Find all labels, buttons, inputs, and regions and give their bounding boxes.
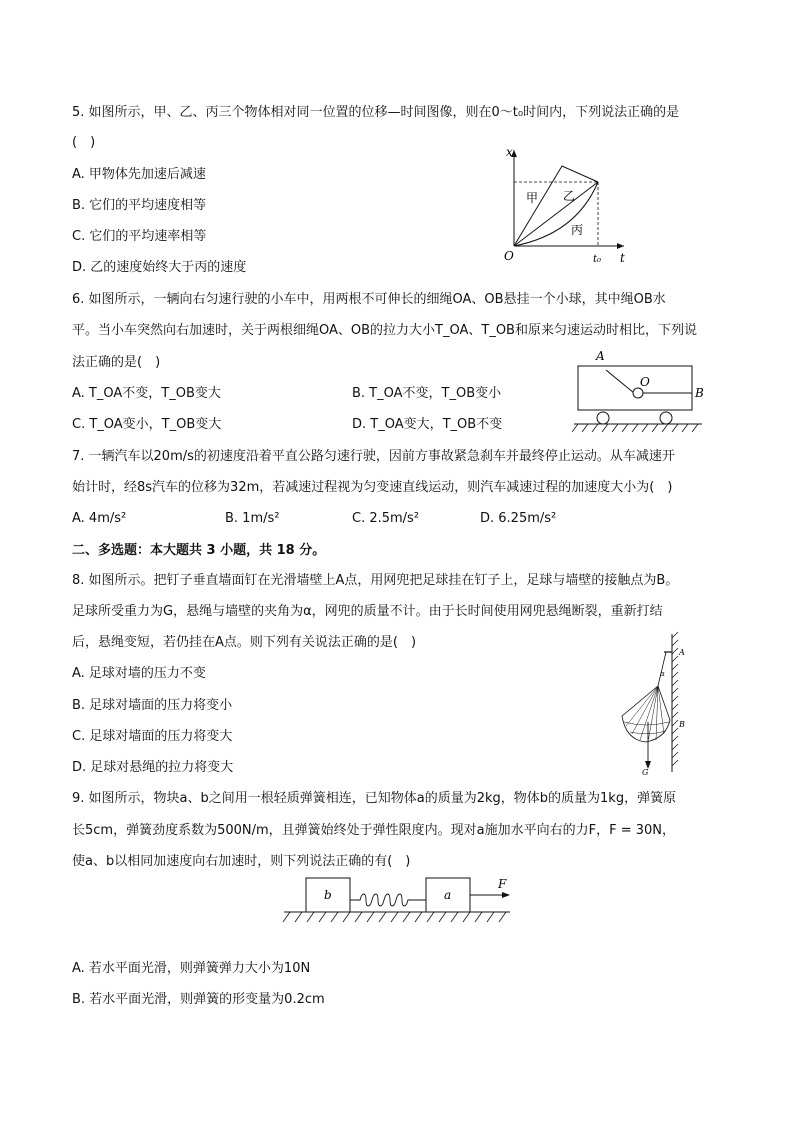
q5-xt-graph [496,142,632,268]
q9-option-a: A. 若水平面光滑，则弹簧弹力大小为10N [72,961,311,976]
q7-stem-line1: 7. 一辆汽车以20m/s的初速度沿着平直公路匀速行驶，因前方事故紧急刹车并最终停止运动。从车减速开 [72,449,675,464]
q8-label-b: B [679,720,685,729]
q7-option-d: D. 6.25m/s² [480,511,557,526]
q5-option-b: B. 它们的平均速度相等 [72,198,207,213]
q7-stem-line2: 始计时，经8s汽车的位移为32m，若减速过程视为匀变速直线运动，则汽车减速过程的加速度大小为( ) [72,480,673,495]
q8-stem-line1: 8. 如图所示。把钉子垂直墙面钉在光滑墙壁上A点，用网兜把足球挂在钉子上，足球与墙壁的接触点为B。 [72,573,679,588]
q9-stem-line1: 9. 如图所示，物块a、b之间用一根轻质弹簧相连，已知物体a的质量为2kg，物体b的质量为1kg，弹簧原 [72,791,677,806]
q9-spring [350,894,426,906]
q8-label-g: G [642,768,649,776]
q8-stem-line2: 足球所受重力为G，悬绳与墙壁的夹角为α，网兜的质量不计。由于长时间使用网兜悬绳断裂，重新打结 [72,604,663,619]
q5-stem-line1: 5. 如图所示，甲、乙、丙三个物体相对同一位置的位移—时间图像，则在0～t₀时间内，下列说法正确的是 [72,105,680,120]
q9-option-b: B. 若水平面光滑，则弹簧的形变量为0.2cm [72,992,325,1007]
q5-label-bing: 丙 [571,223,584,237]
q7-option-b: B. 1m/s² [225,511,280,526]
q9-label-a: a [444,888,452,902]
q8-option-a: A. 足球对墙的压力不变 [72,666,206,681]
q5-stem-line2: ( ) [72,135,96,150]
q8-label-a: A [679,648,685,657]
q8-option-c: C. 足球对墙面的压力将变大 [72,729,233,744]
q9-label-b: b [324,888,332,902]
q6-label-o: O [640,375,650,389]
q8-football-wall-diagram [612,630,696,776]
q6-option-a: A. T_OA不变，T_OB变大 [72,386,221,401]
q9-label-f: F [498,877,507,891]
q7-option-a: A. 4m/s² [72,511,127,526]
q5-t0-label: t₀ [593,254,602,265]
q9-stem-line2: 长5cm，弹簧劲度系数为500N/m，且弹簧始终处于弹性限度内。现对a施加水平向右的力F，F = 30N， [72,823,676,838]
q6-stem-line2: 平。当小车突然向右加速时，关于两根细绳OA、OB的拉力大小T_OA、T_OB和原来匀速运动时相比，下列说 [72,323,697,338]
q5-t-axis-label: t [620,251,625,265]
q6-label-a: A [596,349,605,363]
q5-option-d: D. 乙的速度始终大于丙的速度 [72,260,247,275]
q5-curve-jia [514,166,598,246]
section-heading-multiple-choice: 二、多选题：本大题共 3 小题，共 18 分。 [72,543,326,558]
q5-option-a: A. 甲物体先加速后减速 [72,167,206,182]
q5-option-c: C. 它们的平均速率相等 [72,229,207,244]
q5-label-jia: 甲 [526,191,539,205]
q6-stem-line1: 6. 如图所示，一辆向右匀速行驶的小车中，用两根不可伸长的细绳OA、OB悬挂一个小球，其中绳OB水 [72,292,666,307]
q8-label-alpha: α [660,670,665,678]
q6-cart-diagram [572,348,712,434]
q6-option-d: D. T_OA变大，T_OB不变 [352,417,503,432]
q5-x-axis-label: x [506,145,513,159]
q5-label-yi: 乙 [563,189,576,203]
q6-label-b: B [695,386,704,400]
q5-origin-label: O [504,249,514,263]
q7-option-c: C. 2.5m/s² [352,511,420,526]
q6-option-c: C. T_OA变小，T_OB变大 [72,417,222,432]
q9-stem-line3: 使a、b以相同加速度向右加速时，则下列说法正确的有( ) [72,854,411,869]
q8-stem-line3: 后，悬绳变短，若仍挂在A点。则下列有关说法正确的是( ) [72,635,417,650]
q9-spring-blocks-diagram [280,870,516,928]
q6-stem-line3: 法正确的是( ) [72,355,161,370]
q6-option-b: B. T_OA不变，T_OB变小 [352,386,502,401]
q8-option-b: B. 足球对墙面的压力将变小 [72,698,233,713]
q8-option-d: D. 足球对悬绳的拉力将变大 [72,760,234,775]
